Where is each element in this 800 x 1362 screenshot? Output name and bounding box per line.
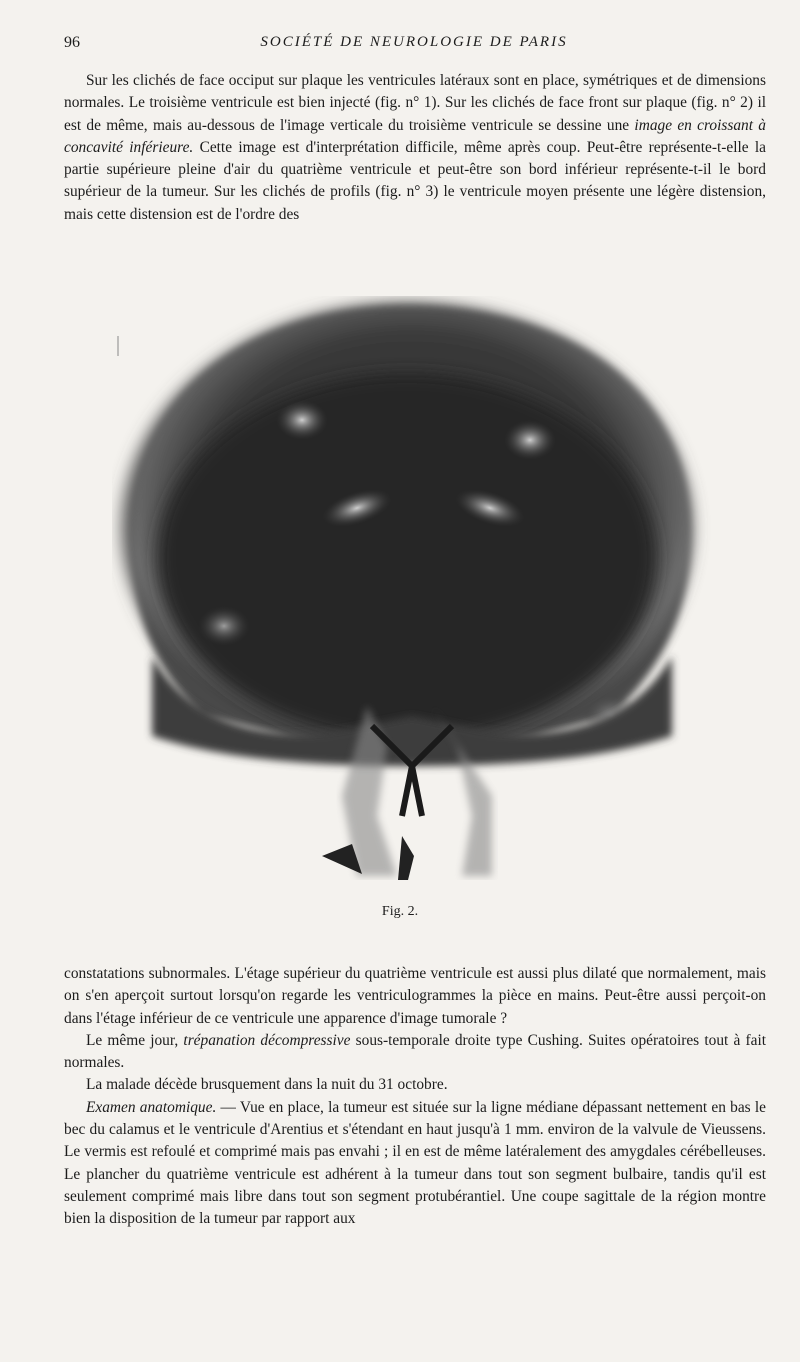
paragraph: La malade décède brusquement dans la nuit du 31 octobre.: [86, 1076, 448, 1094]
italic-text: image en croissant à concavité inférieure.: [64, 116, 766, 156]
top-text-block: [64, 70, 766, 226]
text-run: Sur les clichés de face occiput sur plaque les ventricules latéraux sont en place, symétriques et de dimensions normales. Le troisième ventricule est bien injecté (fig. n° 1). Sur les clichés de face front sur plaque (fig. n° 2) il est de même, mais au-dessous de l'image verticale du troisième ventricule se dessine une: [64, 72, 766, 134]
paragraph: constatations subnormales. L'étage supérieur du quatrième ventricule est aussi plus dilaté que normalement, mais on s'en aperçoit surtout lorsqu'on regarde les ventriculogrammes la pièce en mains. Peut-être aussi perçoit-on dans l'étage inférieur de ce ventricule une apparence d'image tumorale ?: [64, 965, 766, 1027]
page-number: 96: [64, 34, 80, 51]
bottom-text-block: [64, 963, 766, 1231]
text-run: Le même jour,: [86, 1031, 184, 1049]
text-run: — Vue en place, la tumeur est située sur la ligne médiane dépassant nettement en bas le bec du calamus et le ventricule d'Arentius et s'étendant en haut jusqu'à 1 mm. environ de la valvule de Vieussens. Le vermis est refoulé et comprimé mais pas envahi ; il en est de même latéralement des amygdales cérébelleuses. Le plancher du quatrième ventricule est adhérent à la tumeur dans tout son segment bulbaire, tandis qu'il est seulement comprimé mais libre dans tout son segment protubérantiel. Une coupe sagittale de la région montre bien la disposition de la tumeur par rapport aux: [64, 1098, 766, 1228]
text-run: Cette image est d'interprétation difficile, même après coup. Peut-être représente-t-elle la partie supérieure pleine d'air du quatrième ventricule et peut-être son bord inférieur représente-t-il le bord supérieur de la tumeur. Sur les clichés de profils (fig. n° 3) le ventricule moyen présente une légère distension, mais cette distension est de l'ordre des: [64, 138, 766, 223]
text-run: sous-temporale droite type Cushing. Suites opératoires tout à fait normales.: [64, 1031, 767, 1072]
paragraph: [64, 1097, 766, 1231]
running-title: SOCIÉTÉ DE NEUROLOGIE DE PARIS: [260, 34, 568, 50]
skull-radiograph-image: [112, 296, 712, 880]
figure-caption: Fig. 2.: [381, 904, 419, 919]
paragraph: [64, 1030, 766, 1075]
page-header: [64, 34, 764, 56]
paragraph: [64, 70, 766, 226]
italic-text: Examen anatomique.: [86, 1098, 217, 1116]
italic-text: trépanation décompressive: [183, 1031, 351, 1049]
